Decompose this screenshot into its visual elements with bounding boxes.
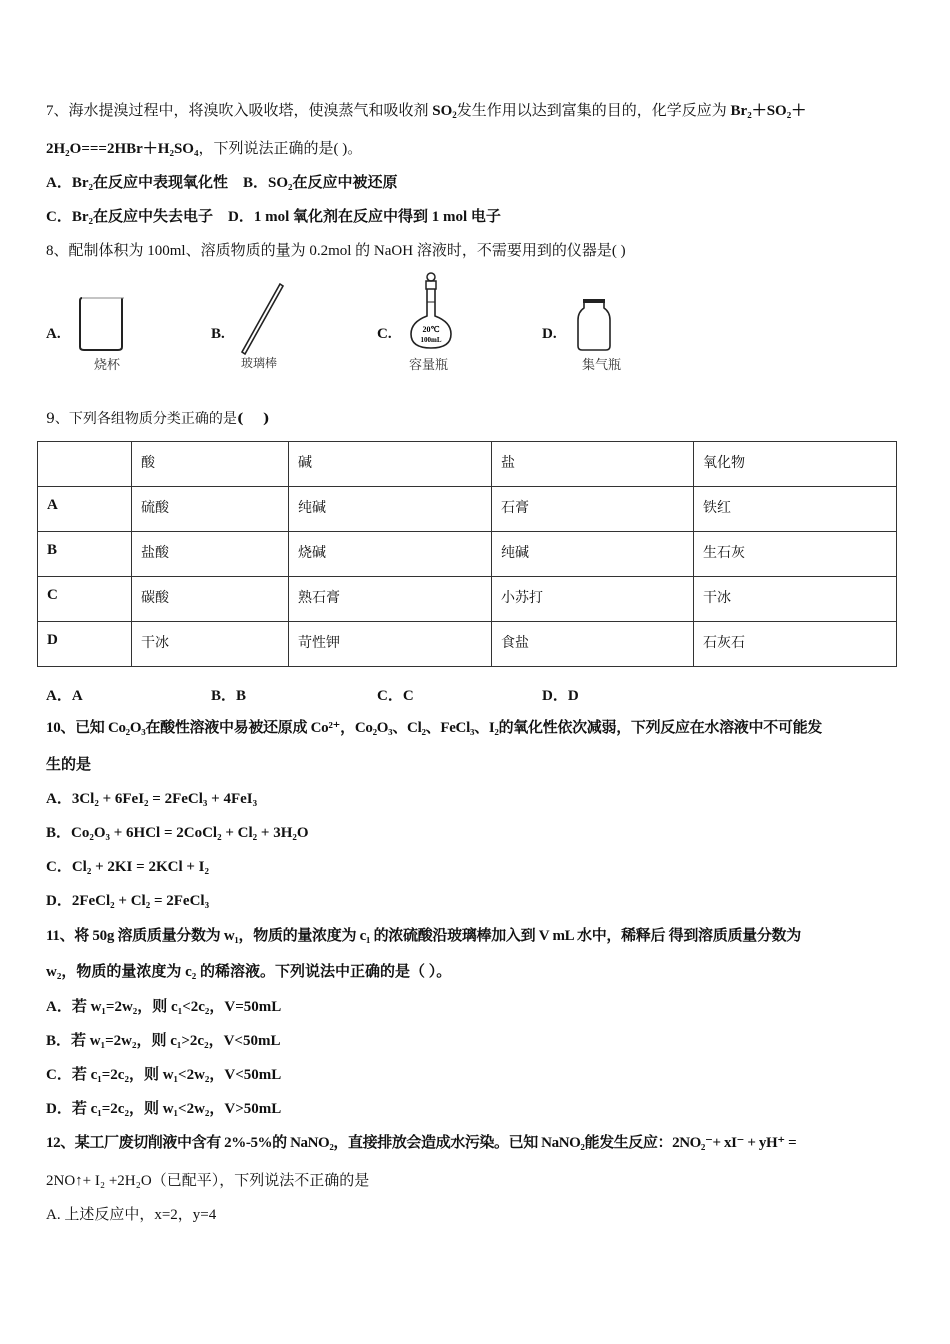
- q7-stem-tail: ，下列说法正确的是( )。: [198, 141, 363, 157]
- table-cell: 食盐: [492, 622, 694, 667]
- q8-option-d[interactable]: [542, 270, 702, 380]
- q10-option-b[interactable]: [46, 823, 309, 843]
- q10-option-a-label: A．: [46, 791, 72, 807]
- q8-option-c-caption: 容量瓶: [409, 358, 449, 373]
- table-cell: 纯碱: [289, 487, 492, 532]
- q12-stem-line2: 2NO↑+ I₂ +2H₂O（已配平），下列说法不正确的是: [46, 1173, 370, 1189]
- q10-option-c[interactable]: [46, 857, 209, 877]
- q10-stem-line2: 生的是: [46, 757, 92, 773]
- q11-option-a[interactable]: [46, 997, 281, 1017]
- q11-option-c-text: 若 c₁=2c₂，则 w₁<2w₂，V<50mL: [71, 1067, 282, 1083]
- table-row: [38, 577, 897, 622]
- table-row-label: D: [38, 622, 132, 667]
- q7-option-a[interactable]: Br₂在反应中表现氧化性: [71, 175, 229, 191]
- table-cell: 碳酸: [132, 577, 289, 622]
- q11-option-c-label: C．: [46, 1067, 72, 1083]
- svg-text:100mL: 100mL: [420, 336, 442, 344]
- table-cell: 纯碱: [492, 532, 694, 577]
- q8-option-a-caption: 烧杯: [94, 358, 121, 373]
- q7-so2: SO: [432, 103, 453, 119]
- q11-option-a-text: 若 w₁=2w₂，则 c₁<2c₂，V=50mL: [71, 999, 282, 1015]
- table-row-label: B: [38, 532, 132, 577]
- table-cell: 苛性钾: [289, 622, 492, 667]
- table-row-label: C: [38, 577, 132, 622]
- q8-option-b[interactable]: [211, 270, 371, 380]
- q10-option-c-text: Cl₂ + 2KI = 2KCl + I₂: [71, 859, 209, 875]
- q11-option-c[interactable]: [46, 1065, 281, 1085]
- q7-stem-mid: 发生作用以达到富集的目的，化学反应为: [456, 103, 731, 119]
- table-cell: 石膏: [492, 487, 694, 532]
- table-cell: 盐酸: [132, 532, 289, 577]
- q12-option-a[interactable]: [46, 1205, 216, 1225]
- q7-option-c[interactable]: Br₂在反应中失去电子: [71, 209, 214, 225]
- q7-stem-line2: [46, 139, 362, 159]
- table-cell: 石灰石: [694, 622, 897, 667]
- q11-option-d[interactable]: [46, 1099, 281, 1119]
- table-header-cell: 酸: [132, 442, 289, 487]
- q7-option-d-label: D．: [228, 209, 254, 225]
- q7-option-b-label: B．: [243, 175, 269, 191]
- q9-answer-d[interactable]: D．D: [542, 688, 579, 704]
- q9-answer-b[interactable]: B．B: [211, 688, 247, 704]
- q7-option-c-label: C．: [46, 209, 72, 225]
- q8-stem: 8、配制体积为 100ml、溶质物质的量为 0.2mol 的 NaOH 溶液时，不需要用到的仪器是( ): [46, 243, 626, 259]
- q10-option-c-label: C．: [46, 859, 72, 875]
- q8-option-c-label: C.: [377, 326, 392, 342]
- table-cell: 小苏打: [492, 577, 694, 622]
- glass-rod-icon: [238, 282, 288, 357]
- q10-option-b-label: B．: [46, 825, 72, 841]
- svg-text:20℃: 20℃: [422, 325, 440, 334]
- table-header-cell: [38, 442, 132, 487]
- q8-option-b-label: B.: [211, 326, 225, 342]
- table-cell: 干冰: [694, 577, 897, 622]
- table-header-row: [38, 442, 897, 487]
- table-header-cell: 盐: [492, 442, 694, 487]
- q7-equation-part1: Br₂＋SO₂＋: [730, 103, 807, 119]
- q10-option-d[interactable]: [46, 891, 209, 911]
- q8-option-d-caption: 集气瓶: [582, 358, 622, 373]
- q8-option-d-label: D.: [542, 326, 557, 342]
- table-cell: 烧碱: [289, 532, 492, 577]
- q7-options-row2: [46, 207, 501, 227]
- table-row: [38, 487, 897, 532]
- table-cell: 生石灰: [694, 532, 897, 577]
- q9-stem: [46, 409, 270, 429]
- q10-option-a-text: 3Cl₂ + 6FeI₂ = 2FeCl₃ + 4FeI₃: [71, 791, 258, 807]
- q7-option-b[interactable]: SO₂在反应中被还原: [268, 175, 398, 191]
- table-cell: 熟石膏: [289, 577, 492, 622]
- q7-stem-line1: 7、海水提溴过程中，将溴吹入吸收塔，使溴蒸气和吸收剂 $SO_2$发生作用以达到富集的目的，化学反应为 Br₂＋SO₂＋: [46, 103, 807, 120]
- q12-option-a-label: A.: [46, 1207, 61, 1223]
- beaker-icon: [76, 295, 136, 355]
- q11-option-b-label: B．: [46, 1033, 72, 1049]
- q10-option-a[interactable]: [46, 789, 257, 809]
- q9-answer-blank: ( ): [236, 411, 270, 427]
- q8-option-a[interactable]: [46, 270, 206, 380]
- table-cell: 干冰: [132, 622, 289, 667]
- table-header-cell: 碱: [289, 442, 492, 487]
- q12-option-a-text: 上述反应中，x=2，y=4: [64, 1207, 217, 1223]
- q7-stem-text: 7、海水提溴过程中，将溴吹入吸收塔，使溴蒸气和吸收剂: [46, 103, 433, 119]
- q7-option-d[interactable]: 1 mol 氧化剂在反应中得到 1 mol 电子: [253, 209, 501, 225]
- q10-option-d-text: 2FeCl₂ + Cl₂ = 2FeCl₃: [71, 893, 210, 909]
- q8-option-a-label: A.: [46, 326, 61, 342]
- table-row-label: A: [38, 487, 132, 532]
- q11-stem-line2: w₂，物质的量浓度为 c₂ 的稀溶液。下列说法中正确的是（ ）。: [46, 964, 452, 980]
- table-row: [38, 532, 897, 577]
- volumetric-flask-icon: [407, 272, 455, 352]
- q9-answer-c[interactable]: C．C: [377, 688, 414, 704]
- table-header-cell: 氧化物: [694, 442, 897, 487]
- q11-stem-line1: 11、将 50g 溶质质量分数为 w₁，物质的量浓度为 c₁ 的浓硫酸沿玻璃棒加入到 V mL 水中，稀释后 得到溶质质量分数为: [46, 928, 801, 944]
- q11-option-b-text: 若 w₁=2w₂，则 c₁>2c₂，V<50mL: [71, 1033, 281, 1049]
- classification-table: [37, 441, 897, 667]
- q8-option-b-caption: 玻璃棒: [241, 356, 278, 370]
- q11-option-a-label: A．: [46, 999, 72, 1015]
- gas-jar-icon: [574, 296, 614, 352]
- q12-stem-line1: 12、某工厂废切削液中含有 2%-5%的 NaNO₂，直接排放会造成水污染。已知 NaNO₂能发生反应：2NO₂⁻+ xI⁻ + yH⁺ =: [46, 1135, 797, 1151]
- q10-option-d-label: D．: [46, 893, 72, 909]
- q11-option-d-text: 若 c₁=2c₂，则 w₁<2w₂，V>50mL: [71, 1101, 282, 1117]
- q10-option-b-text: Co₂O₃ + 6HCl = 2CoCl₂ + Cl₂ + 3H₂O: [71, 825, 309, 841]
- q7-option-a-label: A．: [46, 175, 72, 191]
- q9-stem-text: 9、下列各组物质分类正确的是: [46, 411, 237, 427]
- table-cell: 铁红: [694, 487, 897, 532]
- q11-option-b[interactable]: [46, 1031, 280, 1051]
- q9-answer-a[interactable]: A．A: [46, 688, 83, 704]
- table-cell: 硫酸: [132, 487, 289, 532]
- q8-option-c[interactable]: [377, 270, 537, 380]
- q10-stem-line1: 10、已知 Co₂O₃在酸性溶液中易被还原成 Co²⁺，Co₂O₃、Cl₂、FeCl₃、I₂的氧化性依次减弱，下列反应在水溶液中不可能发: [46, 720, 822, 736]
- table-row: [38, 622, 897, 667]
- q7-options-row1: [46, 173, 398, 193]
- q11-option-d-label: D．: [46, 1101, 72, 1117]
- q7-equation-part2: 2H₂O===2HBr＋H₂SO₄: [46, 141, 199, 157]
